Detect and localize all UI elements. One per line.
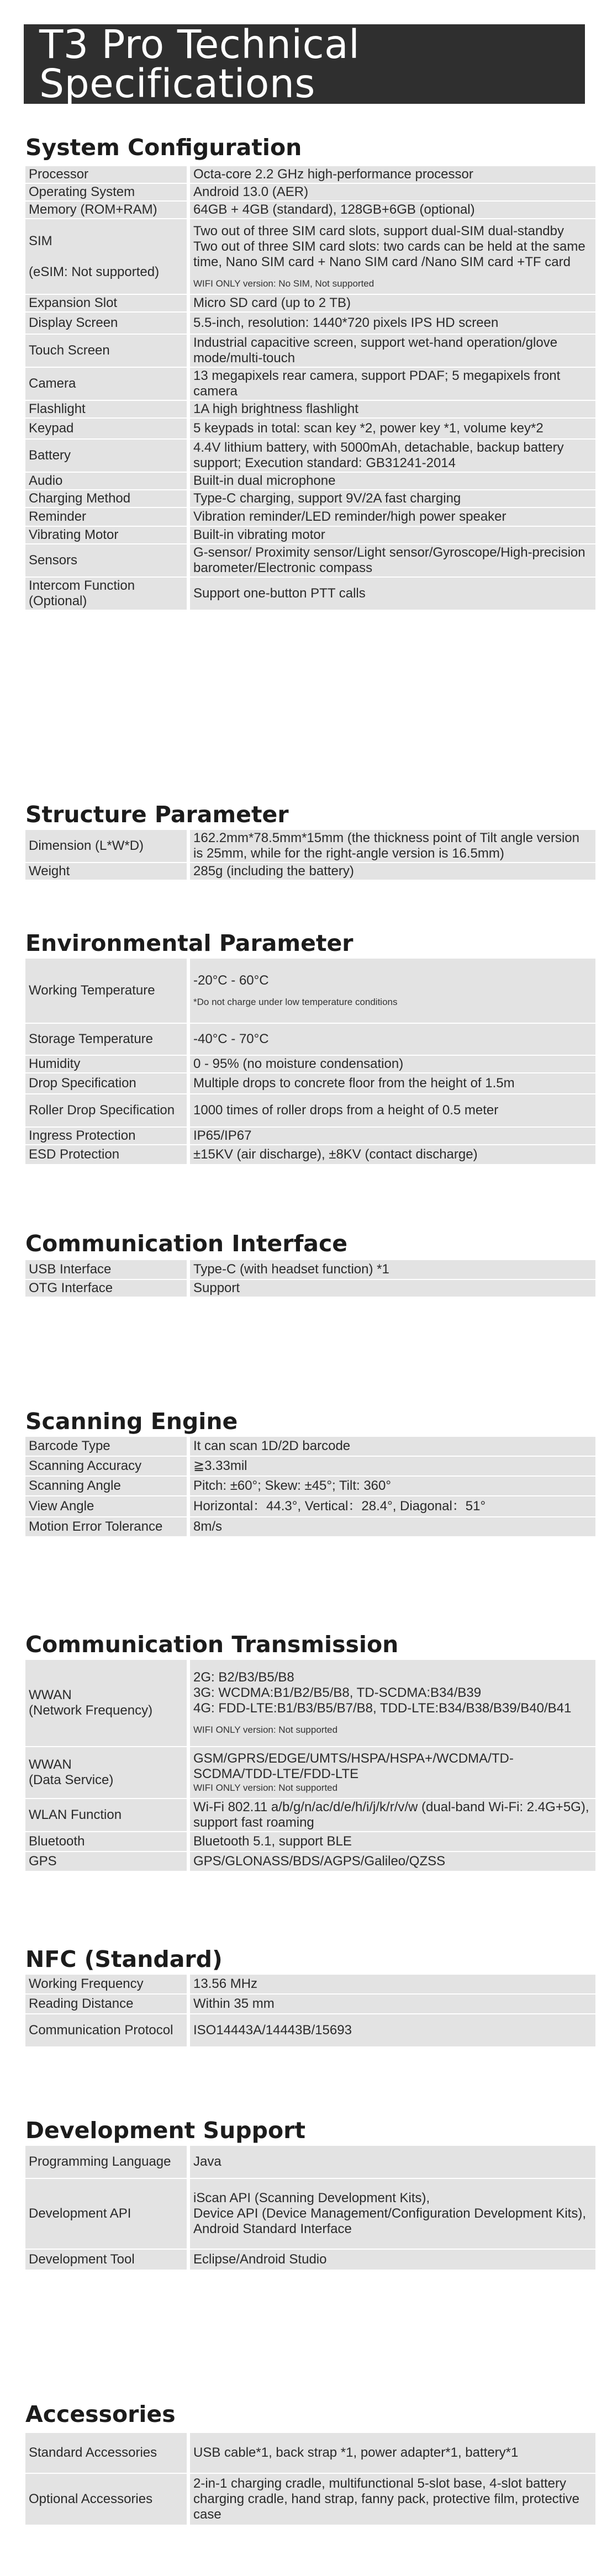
spec-label (25, 1747, 187, 1798)
spec-value-line: GPS/GLONASS/BDS/AGPS/Galileo/QZSS (193, 1854, 446, 1869)
table-row (25, 2250, 595, 2270)
table-row (25, 1852, 595, 1871)
section-title: Accessories (25, 2401, 176, 2427)
spec-label-line: Sensors (29, 553, 78, 568)
spec-label-line: Reading Distance (29, 1996, 134, 2011)
spec-value-line: Two out of three SIM card slots, support dual-SIM dual-standby (193, 223, 564, 239)
spec-label (25, 1832, 187, 1851)
spec-label (25, 830, 187, 862)
spec-value (190, 335, 595, 367)
spec-value-line: 4.4V lithium battery, with 5000mAh, detachable, backup battery support; Execution standard: GB31241-2014 (193, 440, 564, 470)
spec-value-line: -20°C - 60°C (193, 973, 269, 988)
spec-label-line: Development API (29, 2206, 131, 2221)
table-row (25, 1260, 595, 1279)
spec-note: WIFI ONLY version: Not supported (193, 1725, 338, 1735)
spec-label (25, 401, 187, 417)
spec-label (25, 2250, 187, 2270)
spec-note: *Do not charge under low temperature conditions (193, 997, 398, 1007)
spec-value-line: Industrial capacitive screen, support wet-hand operation/glove mode/multi-touch (193, 335, 558, 366)
section-communication-interface (25, 1230, 595, 1297)
spec-label-line: Battery (29, 448, 71, 463)
table-row (25, 419, 595, 438)
spec-label (25, 1517, 187, 1536)
spec-label-line: Keypad (29, 421, 74, 436)
table-row (25, 1024, 595, 1055)
spec-label-line: Programming Language (29, 2154, 171, 2169)
table-row (25, 1496, 595, 1516)
table-row (25, 440, 595, 472)
table-row (25, 1832, 595, 1851)
spec-note: WIFI ONLY version: No SIM, Not supported (193, 278, 374, 289)
spec-label-line: Intercom Function (Optional) (29, 578, 135, 609)
spec-value (190, 202, 595, 218)
spec-label-line: Scanning Angle (29, 1478, 121, 1493)
spec-value-line: 5 keypads in total: scan key *2, power key *1, volume key*2 (193, 421, 544, 436)
spec-label (25, 1496, 187, 1516)
section-title: Development Support (25, 2117, 305, 2144)
spec-value (190, 1024, 595, 1055)
spec-label (25, 166, 187, 183)
table-row (25, 313, 595, 334)
table-row (25, 490, 595, 507)
spec-value (190, 863, 595, 880)
section-title: NFC (Standard) (25, 1946, 223, 1972)
spec-value (190, 2179, 595, 2249)
spec-value (190, 419, 595, 438)
spec-value (190, 184, 595, 200)
spec-label-line: Drop Specification (29, 1076, 136, 1091)
table-row (25, 166, 595, 183)
spec-value (190, 1477, 595, 1495)
spec-label-line: WWAN (29, 1688, 72, 1702)
spec-label-line: Working Frequency (29, 1976, 144, 1991)
spec-value (190, 219, 595, 294)
spec-label-line: Development Tool (29, 2252, 135, 2267)
spec-value-line: Built-in dual microphone (193, 473, 336, 488)
table-row (25, 527, 595, 543)
table-row (25, 1280, 595, 1297)
spec-value-line: IP65/IP67 (193, 1128, 252, 1143)
spec-label (25, 1660, 187, 1746)
spec-value-line: Pitch: ±60°; Skew: ±45°; Tilt: 360° (193, 1478, 391, 1493)
spec-value (190, 473, 595, 489)
table-row (25, 544, 595, 576)
spec-label-line: Barcode Type (29, 1438, 110, 1453)
spec-value-line: Android 13.0 (AER) (193, 184, 309, 199)
spec-label-line: Vibrating Motor (29, 527, 119, 542)
spec-label (25, 419, 187, 438)
spec-label (25, 490, 187, 507)
spec-label-line: Weight (29, 864, 70, 879)
spec-value-line: Eclipse/Android Studio (193, 2252, 327, 2267)
section-development (25, 2119, 595, 2270)
table-row (25, 1073, 595, 1093)
spec-label (25, 1280, 187, 1297)
section-title: Environmental Parameter (25, 930, 354, 956)
spec-label (25, 1260, 187, 1279)
spec-label (25, 1056, 187, 1072)
spec-value (190, 2474, 595, 2525)
spec-label-line: Communication Protocol (29, 2023, 173, 2038)
table-row (25, 1975, 595, 1993)
spec-label (25, 2433, 187, 2473)
table-row (25, 335, 595, 367)
spec-label-line: SIM (29, 233, 52, 248)
table-row (25, 863, 595, 880)
spec-label-line: Storage Temperature (29, 1032, 154, 1046)
table-row (25, 2433, 595, 2473)
spec-label-line: Dimension (L*W*D) (29, 838, 144, 853)
spec-value (190, 368, 595, 400)
spec-value (190, 1832, 595, 1851)
spec-label-line: Audio (29, 473, 63, 488)
spec-value-line: 0 - 95% (no moisture condensation) (193, 1056, 404, 1071)
spec-value-line: GSM/GPRS/EDGE/UMTS/HSPA/HSPA+/WCDMA/TD-SCDMA/TDD-LTE/FDD-LTE (193, 1751, 514, 1781)
spec-label-line: WLAN Function (29, 1807, 122, 1822)
spec-label (25, 1437, 187, 1456)
table-row (25, 1094, 595, 1126)
table-row (25, 473, 595, 489)
table-row (25, 1457, 595, 1475)
spec-label-line: Camera (29, 376, 76, 391)
spec-value (190, 440, 595, 472)
spec-label (25, 544, 187, 576)
section-nfc (25, 1948, 595, 2046)
spec-label (25, 863, 187, 880)
spec-value (190, 1517, 595, 1536)
spec-label-line: Expansion Slot (29, 295, 118, 310)
table-row (25, 2146, 595, 2178)
spec-value (190, 544, 595, 576)
spec-label-line: Motion Error Tolerance (29, 1519, 163, 1534)
table-row (25, 1477, 595, 1495)
spec-label-line: Bluetooth (29, 1834, 85, 1849)
spec-value (190, 295, 595, 311)
spec-value-line: Micro SD card (up to 2 TB) (193, 295, 351, 310)
table-row (25, 1799, 595, 1831)
spec-value-line: 1A high brightness flashlight (193, 401, 358, 416)
spec-value-line: Built-in vibrating motor (193, 527, 325, 542)
spec-value-line: Two out of three SIM card slots: two cards can be held at the same time, Nano SIM card + Nano SIM card /Nano SIM card +TF card (193, 239, 585, 269)
spec-label-line: Working Temperature (29, 983, 155, 998)
spec-label (25, 2179, 187, 2249)
spec-label (25, 313, 187, 334)
spec-value-line: Type-C charging, support 9V/2A fast charging (193, 491, 461, 506)
spec-value (190, 313, 595, 334)
spec-label-line: (Network Frequency) (29, 1703, 153, 1718)
spec-label (25, 1975, 187, 1993)
spec-label (25, 368, 187, 400)
spec-value (190, 578, 595, 610)
spec-label-line: Standard Accessories (29, 2445, 157, 2460)
spec-label (25, 473, 187, 489)
spec-note: WIFI ONLY version: Not supported (193, 1782, 338, 1793)
spec-value-line: ≧3.33mil (193, 1458, 247, 1473)
spec-label (25, 1073, 187, 1093)
spec-label (25, 2146, 187, 2178)
spec-value (190, 830, 595, 862)
spec-value (190, 2250, 595, 2270)
spec-value (190, 1280, 595, 1297)
section-scanning (25, 1410, 595, 1536)
spec-value-line: ISO14443A/14443B/15693 (193, 2023, 352, 2038)
section-title: Structure Parameter (25, 801, 289, 828)
spec-value (190, 1437, 595, 1456)
spec-value-line: Within 35 mm (193, 1996, 275, 2011)
spec-label-line: Optional Accessories (29, 2492, 153, 2506)
section-structure (25, 803, 595, 880)
spec-label (25, 219, 187, 294)
spec-value-line: It can scan 1D/2D barcode (193, 1438, 351, 1453)
table-row (25, 508, 595, 526)
spec-value-line: 64GB + 4GB (standard), 128GB+6GB (optional) (193, 202, 475, 217)
spec-label-line: (Data Service) (29, 1773, 114, 1787)
table-row (25, 959, 595, 1023)
spec-value-line: USB cable*1, back strap *1, power adapter*1, battery*1 (193, 2445, 519, 2460)
page-title: T3 Pro Technical Specifications (39, 22, 360, 107)
spec-label-line: Scanning Accuracy (29, 1458, 142, 1473)
title-banner (24, 22, 585, 107)
spec-value (190, 1747, 595, 1798)
spec-value-line: Multiple drops to concrete floor from the height of 1.5m (193, 1076, 515, 1091)
spec-value-line: G-sensor/ Proximity sensor/Light sensor/Gyroscope/High-precision barometer/Electronic compass (193, 545, 585, 575)
spec-value-line: iScan API (Scanning Development Kits), (193, 2191, 430, 2205)
spec-value-line: Octa-core 2.2 GHz high-performance processor (193, 167, 473, 182)
spec-label (25, 959, 187, 1023)
spec-label (25, 202, 187, 218)
table-row (25, 830, 595, 862)
spec-value-line: 162.2mm*78.5mm*15mm (the thickness point of Tilt angle version is 25mm, while for the right-angle version is 16.5mm) (193, 831, 579, 861)
spec-label-line: GPS (29, 1854, 57, 1869)
spec-value (190, 2146, 595, 2178)
table-row (25, 2474, 595, 2525)
table-row (25, 219, 595, 294)
spec-value-line: Support one-button PTT calls (193, 586, 366, 601)
spec-value-line: 13 megapixels rear camera, support PDAF; 5 megapixels front camera (193, 368, 561, 399)
table-row (25, 401, 595, 417)
spec-value-line: 13.56 MHz (193, 1976, 258, 1991)
spec-value-line: Vibration reminder/LED reminder/high power speaker (193, 509, 507, 524)
table-row (25, 578, 595, 610)
spec-value-line: Wi-Fi 802.11 a/b/g/n/ac/d/e/h/i/j/k/r/v/w (dual-band Wi-Fi: 2.4G+5G), support fast roaming (193, 1800, 589, 1830)
spec-label (25, 2474, 187, 2525)
spec-label (25, 578, 187, 610)
spec-value-line: ±15KV (air discharge), ±8KV (contact discharge) (193, 1147, 478, 1162)
table-row (25, 295, 595, 311)
spec-value-line: Support (193, 1281, 240, 1295)
spec-value (190, 1995, 595, 2013)
section-system (25, 136, 595, 610)
section-title: Communication Transmission (25, 1631, 399, 1658)
spec-label (25, 184, 187, 200)
spec-value-line: Java (193, 2154, 221, 2169)
spec-value (190, 959, 595, 1023)
spec-label-line: Ingress Protection (29, 1128, 136, 1143)
spec-value (190, 527, 595, 543)
section-accessories (25, 2403, 595, 2525)
spec-label (25, 440, 187, 472)
table-row (25, 184, 595, 200)
spec-label-line: Processor (29, 167, 89, 182)
table-row (25, 1056, 595, 1072)
spec-label-line: Flashlight (29, 401, 86, 416)
spec-value (190, 1496, 595, 1516)
table-row (25, 368, 595, 400)
spec-label-line: Memory (ROM+RAM) (29, 202, 157, 217)
spec-value (190, 1073, 595, 1093)
spec-label-line: View Angle (29, 1499, 94, 1514)
table-row (25, 1145, 595, 1164)
section-transmission (25, 1633, 595, 1871)
table-row (25, 2014, 595, 2046)
spec-value-line: 8m/s (193, 1519, 223, 1534)
spec-value (190, 1056, 595, 1072)
table-row (25, 1517, 595, 1536)
spec-value-line: 4G: FDD-LTE:B1/B3/B5/B7/B8, TDD-LTE:B34/B38/B39/B40/B41 (193, 1701, 572, 1716)
spec-label-line: WWAN (29, 1757, 72, 1772)
spec-value (190, 1660, 595, 1746)
spec-label (25, 2014, 187, 2046)
table-row (25, 1660, 595, 1746)
table-row (25, 202, 595, 218)
spec-value (190, 490, 595, 507)
spec-label (25, 1094, 187, 1126)
spec-label-line: Roller Drop Specification (29, 1103, 175, 1118)
spec-label (25, 1145, 187, 1164)
spec-value-line: 2-in-1 charging cradle, multifunctional 5-slot base, 4-slot battery charging cradle, hand strap, fanny pack, protective film, protective case (193, 2476, 580, 2522)
spec-value (190, 1457, 595, 1475)
spec-label (25, 1024, 187, 1055)
spec-value (190, 2014, 595, 2046)
spec-value-line: Type-C (with headset function) *1 (193, 1262, 389, 1277)
spec-label (25, 508, 187, 526)
section-environment (25, 932, 595, 1164)
spec-label-line: Operating System (29, 184, 135, 199)
spec-value-line: 5.5-inch, resolution: 1440*720 pixels IPS HD screen (193, 315, 499, 330)
spec-label-line: ESD Protection (29, 1147, 120, 1162)
spec-value-line: Horizontal：44.3°, Vertical：28.4°, Diagonal：51° (193, 1499, 486, 1514)
spec-label (25, 527, 187, 543)
spec-label (25, 1457, 187, 1475)
spec-value (190, 2433, 595, 2473)
spec-value (190, 1260, 595, 1279)
spec-value-line: 3G: WCDMA:B1/B2/B5/B8, TD-SCDMA:B34/B39 (193, 1685, 482, 1700)
spec-label-line (29, 249, 183, 265)
spec-value (190, 1799, 595, 1831)
section-title: Communication Interface (25, 1230, 348, 1257)
spec-label (25, 335, 187, 367)
spec-label-line: Charging Method (29, 491, 131, 506)
table-row (25, 1437, 595, 1456)
table-row (25, 1747, 595, 1798)
spec-value (190, 401, 595, 417)
spec-value-line: Bluetooth 5.1, support BLE (193, 1834, 352, 1849)
spec-value-line: 1000 times of roller drops from a height of 0.5 meter (193, 1103, 499, 1118)
spec-label-line: Reminder (29, 509, 87, 524)
spec-label-line: USB Interface (29, 1262, 112, 1277)
spec-value (190, 1128, 595, 1144)
spec-label-line: OTG Interface (29, 1281, 113, 1295)
table-row (25, 1995, 595, 2013)
spec-label-line: Touch Screen (29, 343, 110, 358)
spec-value (190, 1975, 595, 1993)
table-row (25, 2179, 595, 2249)
section-title: System Configuration (25, 134, 302, 161)
spec-value-line: -40°C - 70°C (193, 1032, 269, 1046)
spec-label-line: Humidity (29, 1056, 81, 1071)
section-title: Scanning Engine (25, 1408, 238, 1435)
spec-label (25, 1799, 187, 1831)
spec-label (25, 1852, 187, 1871)
spec-value (190, 166, 595, 183)
spec-label (25, 1128, 187, 1144)
spec-value (190, 1852, 595, 1871)
table-row (25, 1128, 595, 1144)
spec-value-line: Device API (Device Management/Configuration Development Kits), Android Standard Interface (193, 2206, 586, 2236)
spec-label (25, 295, 187, 311)
spec-value (190, 1094, 595, 1126)
spec-label (25, 1477, 187, 1495)
spec-label-line: (eSIM: Not supported) (29, 264, 160, 279)
spec-value (190, 508, 595, 526)
spec-value (190, 1145, 595, 1164)
spec-label (25, 1995, 187, 2013)
spec-label-line: Display Screen (29, 315, 118, 330)
spec-value-line: 285g (including the battery) (193, 864, 354, 879)
spec-value-line: 2G: B2/B3/B5/B8 (193, 1670, 294, 1685)
